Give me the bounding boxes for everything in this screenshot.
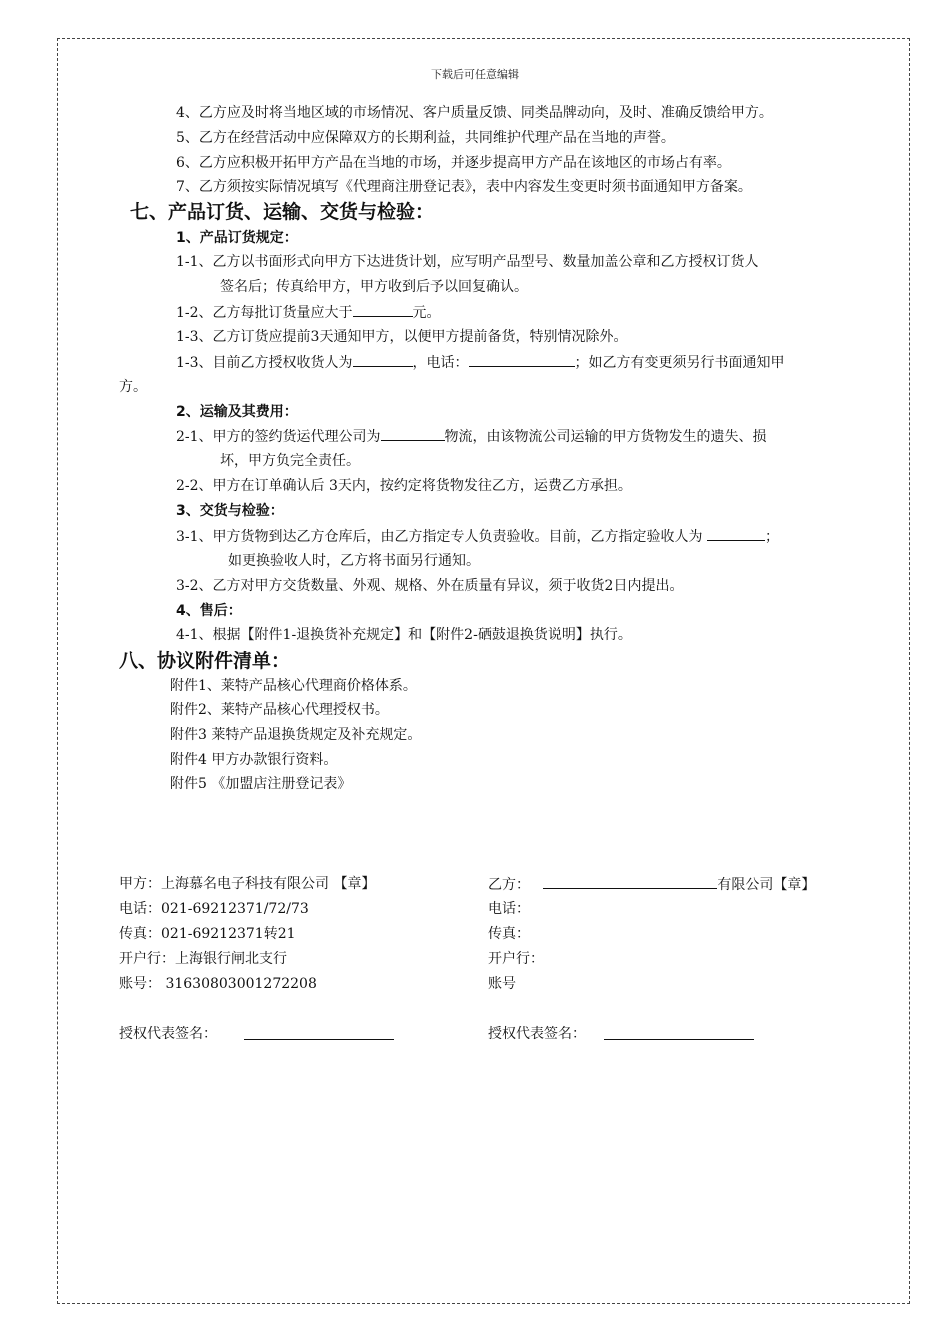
party-a-signature-line <box>244 1038 394 1040</box>
attachment-4: 附件4 甲方办款银行资料。 <box>170 752 338 768</box>
page-header: 下载后可任意编辑 <box>431 68 519 81</box>
section-8-title: 八、协议附件清单： <box>119 650 291 672</box>
order-amount-blank <box>353 302 413 317</box>
section-7-title: 七、产品订货、运输、交货与检验： <box>130 201 435 223</box>
clause-7-1-1b: 签名后；传真给甲方，甲方收到后予以回复确认。 <box>220 279 528 295</box>
receiver-blank <box>353 352 413 367</box>
clause-7-3-1a <box>176 526 779 547</box>
party-b-company-blank <box>543 874 717 889</box>
party-a-name: 甲方：上海慕名电子科技有限公司 【章】 <box>119 876 376 892</box>
section-7-3-title: 3、交货与检验： <box>176 503 284 519</box>
attachment-1: 附件1、莱特产品核心代理商价格体系。 <box>170 678 417 694</box>
attachment-5: 附件5 《加盟店注册登记表》 <box>170 776 352 792</box>
clause-7-1-2-unit: 元。 <box>412 305 441 321</box>
clause-6-7: 7、乙方须按实际情况填写《代理商注册登记表》，表中内容发生变更时须书面通知甲方备案。 <box>176 179 752 195</box>
attachment-2: 附件2、莱特产品核心代理授权书。 <box>170 702 389 718</box>
clause-7-2-1b: 坏，甲方负完全责任。 <box>220 453 360 469</box>
clause-7-1-3b-wrap: 方。 <box>119 379 147 395</box>
inspector-blank <box>707 526 765 541</box>
clause-7-1-3: 1-3、乙方订货应提前3天通知甲方，以便甲方提前备货，特别情况除外。 <box>176 329 628 345</box>
section-7-2-title: 2、运输及其费用： <box>176 404 298 420</box>
party-a-phone: 电话：021-69212371/72/73 <box>119 901 309 917</box>
receiver-phone-blank <box>469 352 575 367</box>
party-b-signature-line <box>604 1038 754 1040</box>
clause-7-2-1-text: 2-1、甲方的签约货运代理公司为 <box>176 429 381 445</box>
clause-7-1-2 <box>176 302 441 323</box>
clause-6-4: 4、乙方应及时将当地区域的市场情况、客户质量反馈、同类品牌动向，及时、准确反馈给甲方。 <box>176 105 773 121</box>
clause-7-1-3b-phone-label: ，电话： <box>412 355 469 371</box>
party-a-fax: 传真：021-69212371转21 <box>119 926 296 942</box>
party-b-company-suffix: 有限公司【章】 <box>717 877 816 893</box>
clause-6-6: 6、乙方应积极开拓甲方产品在当地的市场，并逐步提高甲方产品在该地区的市场占有率。 <box>176 155 731 171</box>
party-b-phone: 电话： <box>488 901 530 917</box>
attachment-3: 附件3 莱特产品退换货规定及补充规定。 <box>170 727 422 743</box>
clause-7-2-2: 2-2、甲方在订单确认后 3天内，按约定将货物发往乙方，运费乙方承担。 <box>176 478 632 494</box>
clause-7-4-1: 4-1、根据【附件1-退换货补充规定】和【附件2-硒鼓退换货说明】执行。 <box>176 627 632 643</box>
party-b-bank: 开户行： <box>488 951 544 967</box>
clause-7-3-1-end: ； <box>765 529 779 545</box>
party-a-bank: 开户行：上海银行闸北支行 <box>119 951 287 967</box>
clause-7-1-3b-tail: ；如乙方有变更须另行书面通知甲 <box>574 355 785 371</box>
clause-7-1-3b <box>176 352 785 373</box>
clause-7-1-1a: 1-1、乙方以书面形式向甲方下达进货计划，应写明产品型号、数量加盖公章和乙方授权订货人 <box>176 254 759 270</box>
clause-7-1-2-text: 1-2、乙方每批订货量应大于 <box>176 305 353 321</box>
party-a-sign-label: 授权代表签名： <box>119 1026 217 1042</box>
party-b-name <box>488 874 815 895</box>
clause-7-3-1-text: 3-1、甲方货物到达乙方仓库后，由乙方指定专人负责验收。目前，乙方指定验收人为 <box>176 529 703 545</box>
party-b-sign-label: 授权代表签名： <box>488 1026 586 1042</box>
clause-7-3-1b: 如更换验收人时，乙方将书面另行通知。 <box>228 553 480 569</box>
party-b-account: 账号 <box>488 976 516 992</box>
party-a-account: 账号： 31630803001272208 <box>119 976 317 992</box>
clause-7-2-1-tail: 物流，由该物流公司运输的甲方货物发生的遗失、损 <box>444 429 767 445</box>
clause-6-5: 5、乙方在经营活动中应保障双方的长期利益，共同维护代理产品在当地的声誉。 <box>176 130 675 146</box>
carrier-blank <box>381 426 445 441</box>
clause-7-1-3b-text: 1-3、目前乙方授权收货人为 <box>176 355 353 371</box>
clause-7-2-1 <box>176 426 767 447</box>
party-b-fax: 传真： <box>488 926 530 942</box>
clause-7-3-2: 3-2、乙方对甲方交货数量、外观、规格、外在质量有异议，须于收货2日内提出。 <box>176 578 684 594</box>
party-b-label: 乙方： <box>488 877 530 893</box>
section-7-1-title: 1、产品订货规定： <box>176 230 298 246</box>
section-7-4-title: 4、售后： <box>176 603 242 619</box>
